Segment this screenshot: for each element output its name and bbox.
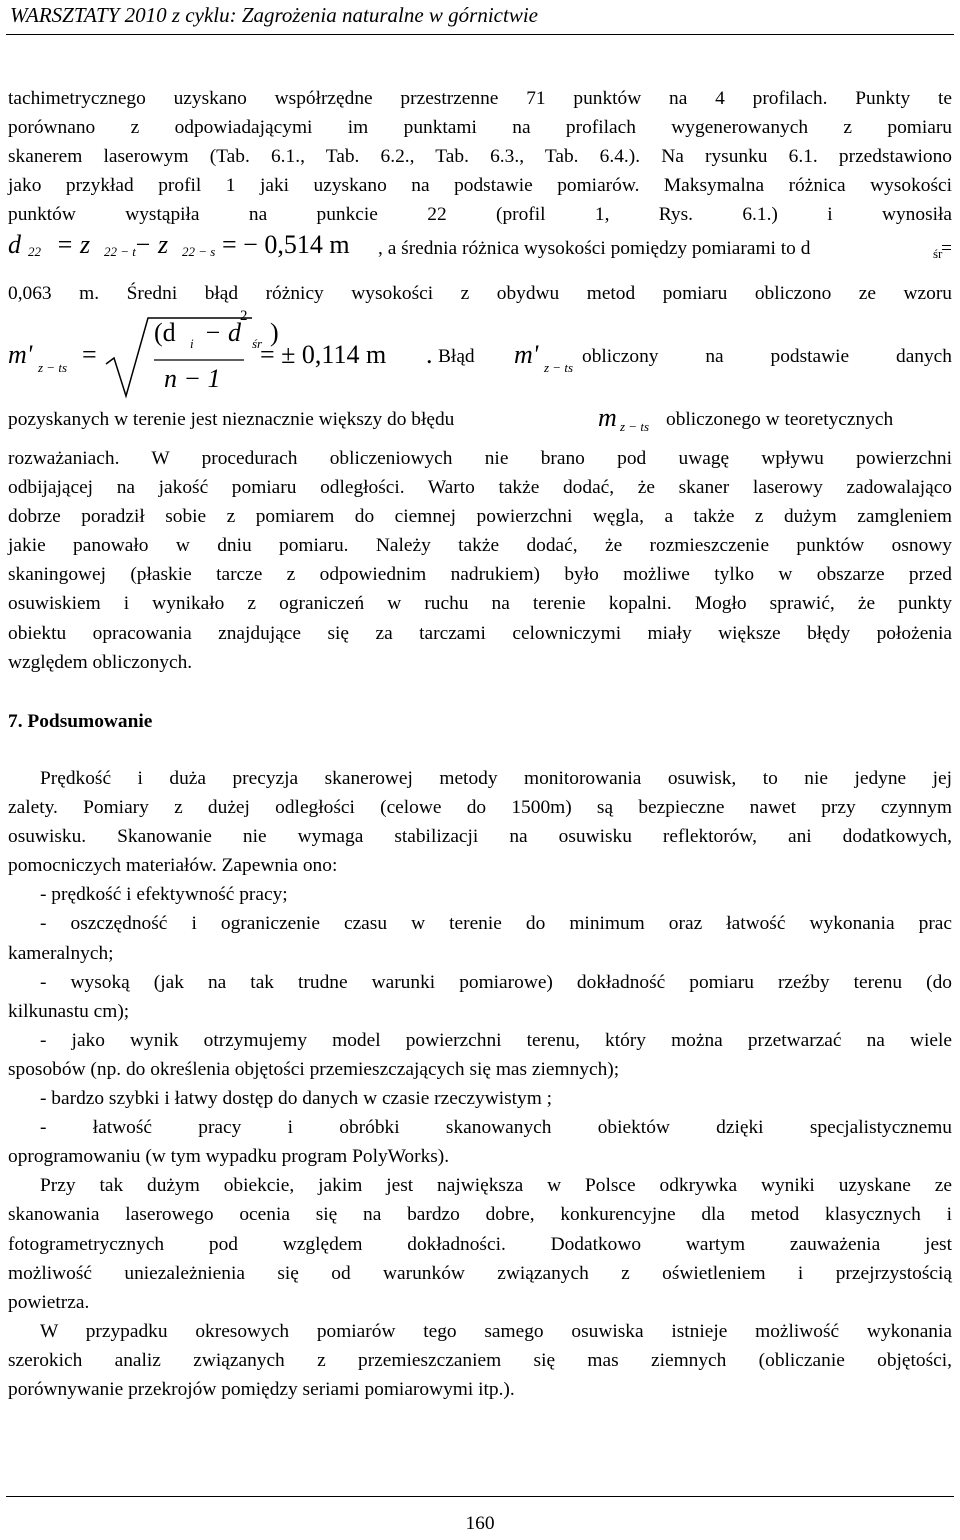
eq2-denominator: n − 1 [164, 364, 221, 393]
text-line: W przypadku okresowych pomiarów tego samego osuwiska istnieje możliwość wykonania [40, 1320, 952, 1342]
eq2-num-d: − d [204, 318, 242, 347]
header-rule [6, 34, 954, 35]
text-line: względem obliczonych. [8, 651, 193, 673]
eq2-num-close: ) [270, 318, 279, 347]
header-title: WARSZTATY 2010 z cyklu: Zagrożenia naturalne w górnictwie [10, 3, 538, 27]
text-line: punktów wystąpiła na punkcie 22 (profil 1, Rys. 6.1.) i wynosiła [8, 204, 952, 226]
list-item: - łatwość pracy i obróbki skanowanych obiektów dzięki specjalistycznemu [40, 1117, 952, 1139]
eq1-d: d [8, 230, 21, 259]
mzts-m-sub: z − ts [620, 419, 650, 434]
text-line: Przy tak dużym obiekcie, jakim jest największa w Polsce odkrywka wyniki uzyskane ze [40, 1175, 952, 1197]
eq1-text: , a średnia różnica wysokości pomiędzy pomiarami to d [378, 238, 811, 259]
eq1-z1: = z [56, 230, 91, 259]
text-line: skanowania laserowego ocenia się na bardzo dobre, konkurencyjne dla metod klasycznych i [8, 1204, 952, 1226]
text-line: fotogrametrycznych pod względem dokładności. Dodatkowo wartym zauważenia jest [8, 1233, 952, 1255]
text-line: obiektu opracowania znajdujące się za tarczami celowniczymi miały większe błędy położenia [8, 622, 952, 644]
eq2-m2-sub: z − ts [544, 360, 574, 375]
eq2-lhs-sub: z − ts [38, 360, 68, 375]
eq1-text-sub: śr [933, 246, 943, 261]
text-line: szerokich analiz związanych z przemieszczaniem się mas ziemnych (obliczanie objętości, [8, 1349, 952, 1371]
list-item: - prędkość i efektywność pracy; [40, 884, 288, 906]
list-item-cont: sposobów (np. do określenia objętości przemieszczających się mas ziemnych); [8, 1058, 620, 1080]
footer-rule [6, 1496, 954, 1497]
paragraph-discussion [8, 444, 952, 677]
mzts-m: m [598, 403, 617, 432]
line-mzts [8, 405, 952, 439]
text-line: pomocniczych materiałów. Zapewnia ono: [8, 855, 338, 877]
text-line: rozważaniach. W procedurach obliczeniowych nie brano pod uwagę wpływu powierzchni [8, 448, 952, 469]
list-item-cont: oprogramowaniu (w tym wypadku program PolyWorks). [8, 1146, 450, 1168]
eq2-num-i: i [190, 336, 194, 351]
text-line: odbijającej na jakość pomiaru odległości. Warto także dodać, że skaner laserowy zadowalająco [8, 477, 952, 499]
mzts-after: obliczonego w teoretycznych [666, 409, 894, 430]
line-after-equation [8, 279, 952, 308]
page-number: 160 [465, 1513, 495, 1534]
mzts-before: pozyskanych w terenie jest nieznacznie większy do błędu [8, 409, 455, 430]
text-line: możliwość uniezależnienia się od warunków związanych z oświetleniem i przejrzystością [8, 1262, 952, 1284]
list-item: - oszczędność i ograniczenie czasu w terenie do minimum oraz łatwość wykonania prac [40, 913, 952, 935]
text-line: skaningowej (płaskie tarcze z odpowiednim nadrukiem) było możliwe tylko w obszarze przed [8, 564, 952, 586]
paragraph-results [8, 84, 952, 229]
text-line: skanerem laserowym (Tab. 6.1., Tab. 6.2., Tab. 6.3., Tab. 6.4.). Na rysunku 6.1. przedstawiono [8, 146, 952, 168]
section-heading: 7. Podsumowanie [8, 711, 153, 732]
list-item-cont: kameralnych; [8, 942, 114, 964]
eq2-lhs: m' [8, 340, 33, 369]
paragraph-summary [8, 764, 952, 1404]
text-line: powietrza. [8, 1291, 90, 1313]
text-line: tachimetrycznego uzyskano współrzędne przestrzenne 71 punktów na 4 profilach. Punkty te [8, 88, 952, 109]
eq2-num-sr: śr [252, 336, 263, 351]
eq1-z1-sub: 22 − t [104, 244, 136, 259]
text-line: zalety. Pomiary z dużej odległości (celowe do 1500m) są bezpieczne nawet przy czynnym [8, 797, 952, 819]
eq2-equals: = [82, 340, 97, 369]
equation-d22 [8, 230, 952, 270]
list-item: - wysoką (jak na tak trudne warunki pomiarowe) dokładność pomiaru rzeźby terenu (do [40, 971, 952, 993]
eq2-dot: . [426, 340, 433, 369]
list-item-cont: kilkunastu cm); [8, 1000, 130, 1022]
eq2-num-sup: 2 [240, 308, 248, 324]
text-line: jakie panowało w dniu pomiaru. Należy także dodać, że rozmieszczenie punktów osnowy [8, 535, 952, 557]
eq1-d-sub: 22 [28, 244, 41, 259]
equation-mzts [8, 310, 952, 405]
running-header [6, 0, 954, 40]
eq2-m2: m' [514, 340, 539, 369]
text-line: osuwiskiem i wynikało z ograniczeń w ruchu na terenie kopalni. Mogło sprawić, że punkty [8, 593, 952, 615]
list-item: - jako wynik otrzymujemy model powierzchni terenu, który można przetwarzać na wiele [40, 1029, 952, 1051]
eq2-text2: obliczony na podstawie danych [582, 346, 952, 367]
text-line: Prędkość i duża precyzja skanerowej metody monitorowania osuwisk, to nie jedyne jej [40, 768, 952, 789]
text-line: dobrze poradził sobie z pomiarem do ciemnej powierzchni węgla, a także z dużym zamgleniem [8, 506, 952, 528]
eq1-z2-sub: 22 − s [182, 244, 216, 259]
eq2-num-open: (d [154, 318, 176, 347]
text-line: porównywanie przekrojów pomiędzy seriami pomiarowymi itp.). [8, 1378, 515, 1400]
text-line: 0,063 m. Średni błąd różnicy wysokości z obydwu metod pomiaru obliczono ze wzoru [8, 283, 952, 304]
eq1-value: = − 0,514 m [222, 230, 350, 259]
list-item: - bardzo szybki i łatwy dostęp do danych w czasie rzeczywistym ; [40, 1088, 553, 1110]
text-line: jako przykład profil 1 jaki uzyskano na podstawie pomiarów. Maksymalna różnica wysokości [8, 175, 952, 197]
eq1-z2: − z [134, 230, 169, 259]
text-line: osuwisku. Skanowanie nie wymaga stabilizacji na osuwisku reflektorów, ani dodatkowych, [8, 826, 952, 848]
eq1-text-end: = [941, 238, 952, 259]
text-line: porównano z odpowiadającymi im punktami na profilach wygenerowanych z pomiaru [8, 117, 952, 139]
eq2-result: = ± 0,114 m [260, 340, 387, 369]
eq2-text1: Błąd [438, 346, 475, 367]
